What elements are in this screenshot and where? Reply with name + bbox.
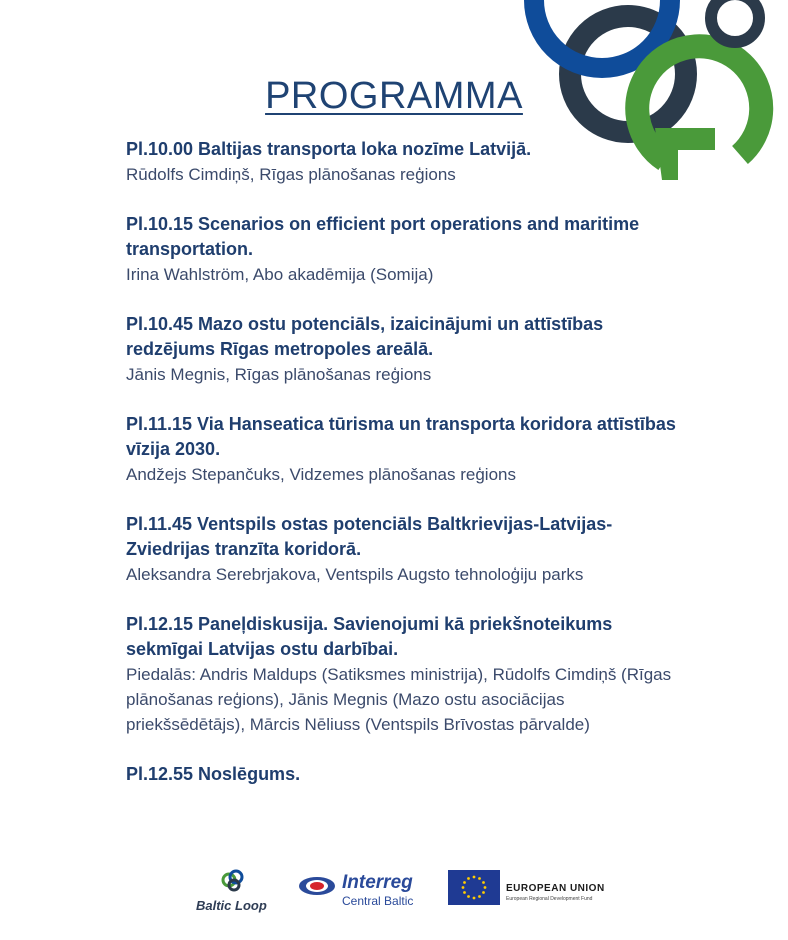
agenda-item [126, 137, 686, 187]
agenda-item-title: Pl.10.00 Baltijas transporta loka nozīme Latvijā. [126, 139, 532, 159]
agenda-item-speaker: Rūdolfs Cimdiņš, Rīgas plānošanas reģions [126, 165, 456, 184]
agenda-item [126, 412, 686, 487]
agenda-list [126, 137, 686, 812]
agenda-item-title: Pl.11.15 Via Hanseatica tūrisma un transporta koridora attīstības vīzija 2030. [126, 414, 676, 459]
agenda-item-title: Pl.10.45 Mazo ostu potenciāls, izaicinājumi un attīstības redzējums Rīgas metropoles areālā. [126, 314, 604, 359]
eu-logo [448, 870, 605, 910]
page-title: PROGRAMMA [265, 75, 523, 117]
baltic-loop-name: Baltic Loop [196, 898, 267, 913]
agenda-item [126, 762, 686, 787]
agenda-item [126, 312, 686, 387]
eu-flag-icon [448, 870, 500, 905]
interreg-subtitle: Central Baltic [342, 894, 414, 908]
baltic-loop-logo-icon [196, 868, 276, 898]
agenda-item-speaker: Irina Wahlström, Abo akadēmija (Somija) [126, 265, 434, 284]
agenda-item-title: Pl.11.45 Ventspils ostas potenciāls Baltkrievijas-Latvijas-Zviedrijas tranzīta koridorā. [126, 514, 613, 559]
interreg-logo-icon [298, 874, 338, 898]
agenda-item-title: Pl.12.55 Noslēgums. [126, 764, 301, 784]
interreg-name: Interreg [342, 872, 413, 893]
eu-subtitle: European Regional Development Fund [506, 896, 593, 902]
agenda-item-title: Pl.12.15 Paneļdiskusija. Savienojumi kā priekšnoteikums sekmīgai Latvijas ostu darbībai. [126, 614, 613, 659]
baltic-loop-logo [196, 868, 276, 913]
agenda-item-title: Pl.10.15 Scenarios on efficient port operations and maritime transportation. [126, 214, 640, 259]
footer-logos [0, 860, 788, 920]
agenda-item-speaker: Aleksandra Serebrjakova, Ventspils Augsto tehnoloģiju parks [126, 565, 584, 584]
agenda-item [126, 512, 686, 587]
interreg-logo [298, 872, 414, 908]
agenda-item [126, 612, 686, 737]
agenda-item-speaker: Andžejs Stepančuks, Vidzemes plānošanas reģions [126, 465, 516, 484]
agenda-item [126, 212, 686, 287]
agenda-item-speaker: Jānis Megnis, Rīgas plānošanas reģions [126, 365, 432, 384]
agenda-item-speaker: Piedalās: Andris Maldups (Satiksmes ministrija), Rūdolfs Cimdiņš (Rīgas plānošanas reģions), Jānis Megnis (Mazo ostu asociācijas priekšsēdētājs), Mārcis Nēliuss (Ventspils Brīvostas pārvalde) [126, 665, 672, 734]
eu-name: EUROPEAN UNION [506, 883, 605, 894]
